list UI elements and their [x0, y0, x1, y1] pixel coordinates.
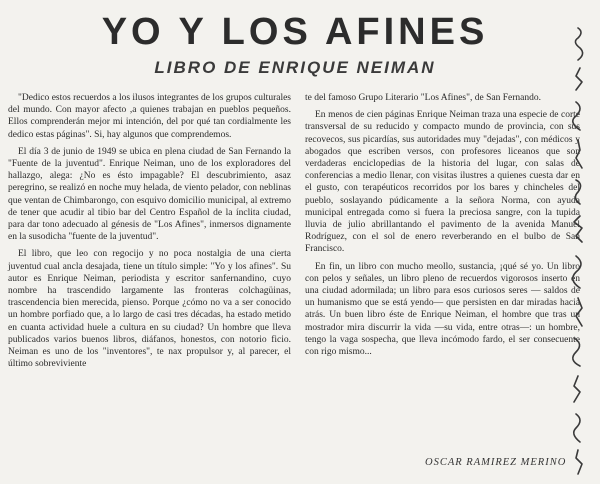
- paragraph: te del famoso Grupo Literario "Los Afines", de San Fernando.: [305, 93, 541, 103]
- right-column: [305, 92, 580, 363]
- paragraph: En fin, un libro con mucho meollo, sustancia, ¡qué sé yo. Un libro con pelos y señales, un libro pleno de recuerdos vigorosos inserto en una ciudad adormilada; un libro para esos curiosos seres — saldos de un humanismo que se está yendo— que persisten en dar miradas hacia atrás. Un buen libro éste de Enrique Neiman, el hombre que tras un mostrador mira discurrir la vida —su vida, entre otras—: un hombre, tengo la vaga sospecha, que lleva incómodo fardo, el ser consecuente con rigo mismo...: [305, 261, 580, 358]
- article-subtitle: LIBRO DE ENRIQUE NEIMAN: [154, 58, 436, 77]
- author-signature: OSCAR RAMIREZ MERINO: [425, 457, 567, 468]
- article-title: YO Y LOS AFINES: [101, 11, 489, 53]
- paragraph: El día 3 de junio de 1949 se ubica en plena ciudad de San Fernando la "Fuente de la juventud". Enrique Neiman, uno de los exploradores del hallazgo, alega: ¿No es ésto impagable? El descubrimiento, asaz peregrino, se realizó en noche muy helada, de viento pelador, con neblinas que ventan de Chimbarongo, con esquivo domicilio municipal, al extremo de tener que acudir al tibio bar del Centro Español de la ínclita ciudad, para dar tono adecuado al génesis de "Los Afines", inmersos dignamente en la susodicha "fuente de la juventud".: [8, 146, 291, 243]
- handwritten-annotation: [556, 20, 600, 480]
- paragraph: El libro, que leo con regocijo y no poca nostalgia de una cierta juventud cual ancla desajada, tiene un título simple: "Yo y los afines". Su autor es Enrique Neiman, periodista y escritor sanfernandino, cuyo nombre ha trascendido largamente las fronteras colchagüinas, trascendencia bien merecida, pienso. Porque ¿cómo no va a ser conocido un hombre porfiado que, a lo largo de casi tres décadas, ha estado metido en cuanta actividad huele a cultura en su ciudad? Un hombre que lleva publicados varios buenos libros, diáfanos, honestos, con notorio ficio. Neiman es uno de los "inventores", te nax propulsor y, al parecer, el último sobreviviente: [8, 249, 291, 370]
- left-column: [8, 92, 291, 375]
- paragraph: "Dedico estos recuerdos a los ilusos integrantes de los grupos culturales del mundo. Con mayor afecto ,a quienes trabajan en pueblos pequeños. Ellos comprenderán mejor mi intención, del por qué tan cordialmente les dedico estas páginas". Si, hay algunos que comprendemos.: [8, 93, 291, 140]
- paragraph: En menos de cien páginas Enrique Neiman traza una especie de corte transversal de su reducido y compacto mundo de provincia, con sus recovecos, sus picardías, sus autoridades muy "dejadas", con médicos y abogados que escriben versos, con profesores liceanos que son verdaderas enciclopedias de la historia del lugar, con salas de conferencias a medio llenar, con visitas ilustres a quienes cuesta dar en el gusto, con terapéuticos recorridos por los bares y chincheles del pueblo, soslayando púdicamente a la señora Norma, con ayuda municipal entregada como si fuera la preciosa sangre, con la tupida lluvia de julio abrillantando el pavimento de la avenida Manuel Rodríguez, con el sol de enero reverberando en el bulbo de San Francisco.: [305, 110, 580, 255]
